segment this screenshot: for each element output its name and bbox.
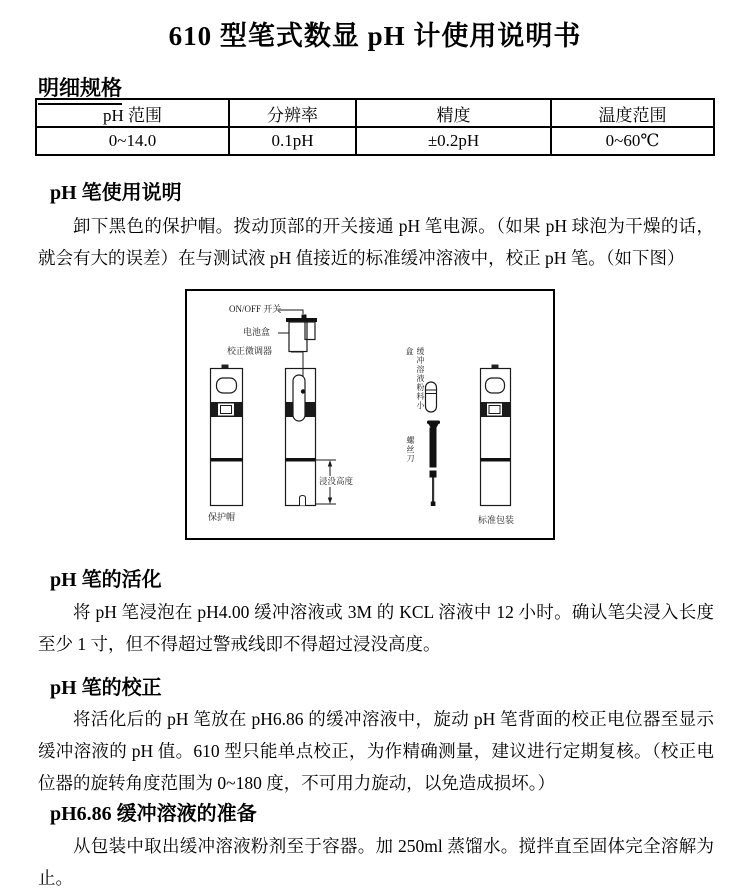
spec-value-temp-range: 0~60℃ (551, 127, 714, 155)
buffer-prep-paragraph: 从包装中取出缓冲溶液粉剂至于容器。加 250ml 蒸馏水。搅拌直至固体完全溶解为止。 (38, 836, 714, 888)
calibration-trimmer-label: 校正微调器 (227, 346, 273, 356)
buffer-prep-section-heading: pH6.86 缓冲溶液的准备 (50, 803, 257, 825)
battery-box-label: 电池盒 (243, 327, 271, 337)
spec-col-ph-range: pH 范围 (36, 99, 229, 127)
spec-col-accuracy: 精度 (356, 99, 551, 127)
immersion-height-label: 浸没高度 (319, 476, 354, 486)
calibration-paragraph: 将活化后的 pH 笔放在 pH6.86 的缓冲溶液中，旋动 pH 笔背面的校正电位器至显示缓冲溶液的 pH 值。610 型只能单点校正，为作精确测量，建议进行定期复核。（校正电位器的旋转角度范围为 0~180 度，不可用力旋动，以免造成损坏。） (38, 709, 714, 793)
pen-diagram (185, 289, 555, 540)
usage-paragraph: 卸下黑色的保护帽。拨动顶部的开关接通 pH 笔电源。（如果 pH 球泡为干燥的话，就会有大的误差）在与测试液 pH 值接近的标准缓冲溶液中，校正 pH 笔。（如下图） (38, 216, 714, 268)
spec-table (35, 98, 715, 156)
on-off-switch-label: ON/OFF 开关 (229, 304, 282, 314)
spec-value-resolution: 0.1pH (229, 127, 356, 155)
protective-cap-label: 保护帽 (208, 512, 236, 522)
spec-value-accuracy: ±0.2pH (356, 127, 551, 155)
spec-col-temp-range: 温度范围 (551, 99, 714, 127)
spec-table-header-row (36, 99, 714, 127)
page-title: 610 型笔式数显 pH 计使用说明书 (168, 21, 582, 51)
spec-table-value-row (36, 127, 714, 155)
spec-section-heading: 明细规格 (38, 72, 122, 105)
screwdriver-label: 螺丝刀 (406, 436, 415, 463)
spec-col-resolution: 分辨率 (229, 99, 356, 127)
spec-value-ph-range: 0~14.0 (36, 127, 229, 155)
pen-diagram-artwork (185, 289, 555, 540)
calibration-section-heading: pH 笔的校正 (50, 677, 162, 699)
activation-section-heading: pH 笔的活化 (50, 569, 162, 591)
usage-section-heading: pH 笔使用说明 (50, 182, 182, 204)
standard-package-label: 标准包装 (478, 515, 515, 525)
buffer-powder-box-label: 缓冲溶液粉料小盒 (405, 347, 425, 410)
activation-paragraph: 将 pH 笔浸泡在 pH4.00 缓冲溶液或 3M 的 KCL 溶液中 12 小时。确认笔尖浸入长度至少 1 寸，但不得超过警戒线即不得超过浸没高度。 (38, 602, 714, 654)
